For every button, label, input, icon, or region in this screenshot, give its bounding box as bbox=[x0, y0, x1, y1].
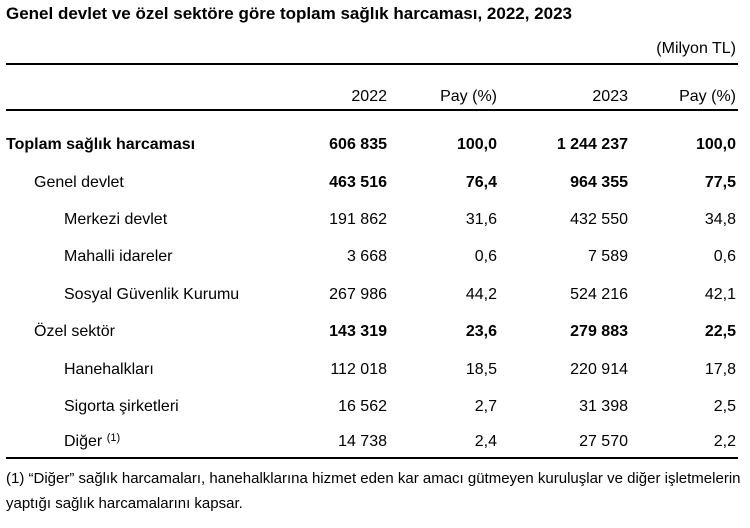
table-row bbox=[0, 174, 750, 211]
row-label: Özel sektör bbox=[34, 323, 115, 340]
row-label: Genel devlet bbox=[34, 174, 124, 191]
value-2022: 16 562 bbox=[338, 398, 387, 415]
share-2023: 0,6 bbox=[713, 248, 736, 265]
row-label: Sigorta şirketleri bbox=[64, 398, 179, 415]
bottom-rule bbox=[6, 457, 738, 459]
page-title: Genel devlet ve özel sektöre göre toplam sağlık harcaması, 2022, 2023 bbox=[6, 4, 573, 23]
row-label: Merkezi devlet bbox=[64, 211, 168, 228]
share-2023: 2,5 bbox=[713, 398, 736, 415]
header-pay-2022: Pay (%) bbox=[440, 88, 497, 105]
value-2023: 964 355 bbox=[570, 174, 628, 191]
share-2022: 2,4 bbox=[474, 433, 497, 450]
share-2023: 77,5 bbox=[704, 174, 736, 191]
value-2022: 606 835 bbox=[329, 136, 387, 153]
value-2023: 31 398 bbox=[579, 398, 628, 415]
share-2022: 100,0 bbox=[456, 136, 497, 153]
value-2022: 463 516 bbox=[329, 174, 387, 191]
table-row bbox=[0, 361, 750, 398]
row-label-text: Diğer bbox=[64, 433, 103, 450]
value-2022: 267 986 bbox=[329, 286, 387, 303]
table-row bbox=[0, 323, 750, 360]
value-2023: 220 914 bbox=[570, 361, 628, 378]
header-2023: 2023 bbox=[592, 88, 628, 105]
share-2023: 100,0 bbox=[695, 136, 736, 153]
value-2023: 279 883 bbox=[570, 323, 628, 340]
value-2022: 3 668 bbox=[346, 248, 387, 265]
footnote: (1) “Diğer” sağlık harcamaları, hanehalklarına hizmet eden kar amacı gütmeyen kuruluşlar ve diğer işletmelerin yaptığı sağlık harcamalarını kapsar. bbox=[6, 470, 741, 512]
value-2023: 524 216 bbox=[570, 286, 628, 303]
value-2022: 14 738 bbox=[338, 433, 387, 450]
share-2023: 17,8 bbox=[704, 361, 736, 378]
unit-label: (Milyon TL) bbox=[656, 40, 736, 57]
value-2022: 191 862 bbox=[329, 211, 387, 228]
table-row bbox=[0, 136, 750, 173]
row-label: Mahalli idareler bbox=[64, 248, 173, 265]
share-2023: 34,8 bbox=[704, 211, 736, 228]
table-row bbox=[0, 211, 750, 248]
value-2023: 27 570 bbox=[579, 433, 628, 450]
top-rule bbox=[6, 63, 738, 65]
share-2023: 22,5 bbox=[704, 323, 736, 340]
share-2022: 44,2 bbox=[465, 286, 497, 303]
header-2022: 2022 bbox=[351, 88, 387, 105]
row-label: Hanehalkları bbox=[64, 361, 154, 378]
header-pay-2023: Pay (%) bbox=[679, 88, 736, 105]
table-row bbox=[0, 398, 750, 435]
share-2023: 2,2 bbox=[713, 433, 736, 450]
row-label: Toplam sağlık harcaması bbox=[6, 136, 196, 153]
share-2022: 18,5 bbox=[465, 361, 497, 378]
header-rule bbox=[6, 109, 738, 111]
value-2023: 1 244 237 bbox=[556, 136, 628, 153]
share-2022: 76,4 bbox=[465, 174, 497, 191]
share-2022: 2,7 bbox=[474, 398, 497, 415]
footnote-marker: (1) bbox=[106, 432, 121, 444]
table-row bbox=[0, 433, 750, 470]
table-row bbox=[0, 286, 750, 323]
share-2022: 0,6 bbox=[474, 248, 497, 265]
value-2022: 112 018 bbox=[330, 361, 387, 378]
value-2023: 7 589 bbox=[587, 248, 628, 265]
value-2022: 143 319 bbox=[329, 323, 387, 340]
table-row bbox=[0, 248, 750, 285]
row-label: Sosyal Güvenlik Kurumu bbox=[64, 286, 240, 303]
share-2022: 23,6 bbox=[465, 323, 497, 340]
row-label bbox=[64, 433, 120, 451]
share-2022: 31,6 bbox=[465, 211, 497, 228]
share-2023: 42,1 bbox=[704, 286, 736, 303]
value-2023: 432 550 bbox=[570, 211, 628, 228]
